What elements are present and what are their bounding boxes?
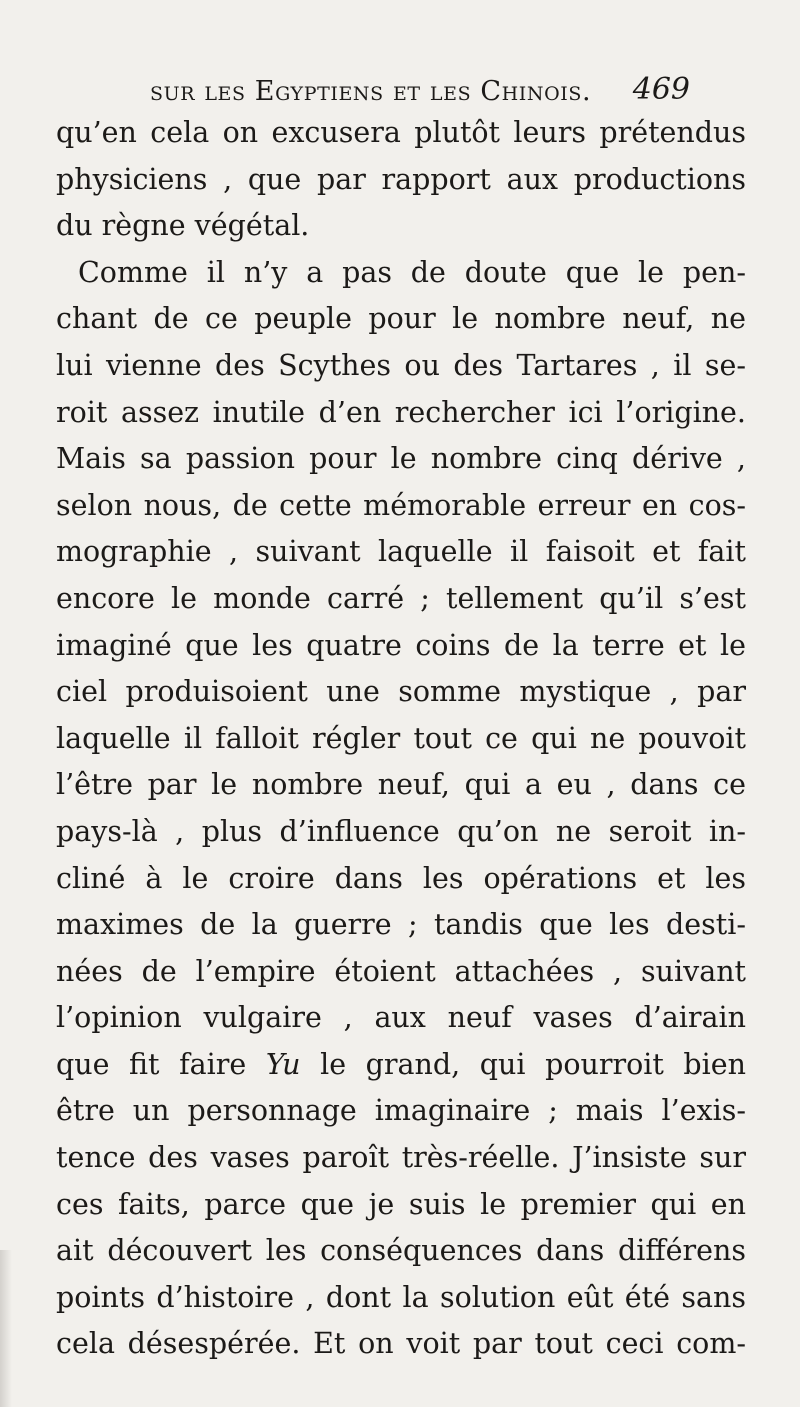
text-line: qu’en cela on excusera plutôt leurs prétendus	[56, 116, 746, 149]
page-edge-shadow	[0, 1250, 12, 1407]
text-line: physiciens , que par rapport aux productions	[56, 162, 746, 196]
text-run: que fit faire	[56, 1047, 266, 1081]
text-line: selon nous, de cette mémorable erreur en cos-	[56, 488, 746, 522]
text-line: encore le monde carré ; tellement qu’il s’est	[56, 581, 746, 615]
text-line: cela désespérée. Et on voit par tout ceci com-	[56, 1327, 746, 1361]
text-line: mographie , suivant laquelle il faisoit et fait	[56, 535, 746, 569]
text-line: roit assez inutile d’en rechercher ici l’origine.	[56, 395, 746, 429]
text-line: Comme il n’y a pas de doute que le pen-	[78, 255, 746, 289]
running-title: sur les Egyptiens et les Chinois.	[150, 76, 592, 107]
text-line: points d’histoire , dont la solution eût été sans	[56, 1280, 746, 1314]
text-line: pays-là , plus d’influence qu’on ne seroit in-	[56, 814, 746, 848]
text-line: l’être par le nombre neuf, qui a eu , dans ce	[56, 768, 746, 802]
text-line: l’opinion vulgaire , aux neuf vases d’airain	[56, 1001, 746, 1035]
text-line: lui vienne des Scythes ou des Tartares , il se-	[56, 348, 746, 382]
text-line: Mais sa passion pour le nombre cinq dérive ,	[56, 442, 746, 476]
text-line: laquelle il falloit régler tout ce qui ne pouvoit	[56, 721, 746, 755]
page-number: 469	[632, 72, 690, 107]
text-line: ciel produisoient une somme mystique , par	[56, 675, 746, 709]
text-line: maximes de la guerre ; tandis que les desti-	[56, 908, 746, 942]
text-line: ait découvert les conséquences dans différens	[56, 1234, 746, 1268]
text-line: tence des vases paroît très-réelle. J’insiste sur	[56, 1141, 746, 1175]
body-text	[56, 110, 746, 1368]
text-line	[56, 1042, 746, 1089]
emphasis-name-yu: Yu	[265, 1047, 301, 1081]
text-line: cliné à le croire dans les opérations et les	[56, 861, 746, 895]
text-line: chant de ce peuple pour le nombre neuf, ne	[56, 302, 746, 336]
text-run: le grand, qui pourroit bien	[300, 1047, 746, 1081]
text-line: nées de l’empire étoient attachées , suivant	[56, 954, 746, 988]
text-line: ces faits, parce que je suis le premier qui en	[56, 1187, 746, 1221]
text-line: être un personnage imaginaire ; mais l’exis-	[56, 1094, 746, 1128]
text-line: imaginé que les quatre coins de la terre et le	[56, 628, 746, 662]
text-line: du règne végétal.	[56, 209, 310, 243]
